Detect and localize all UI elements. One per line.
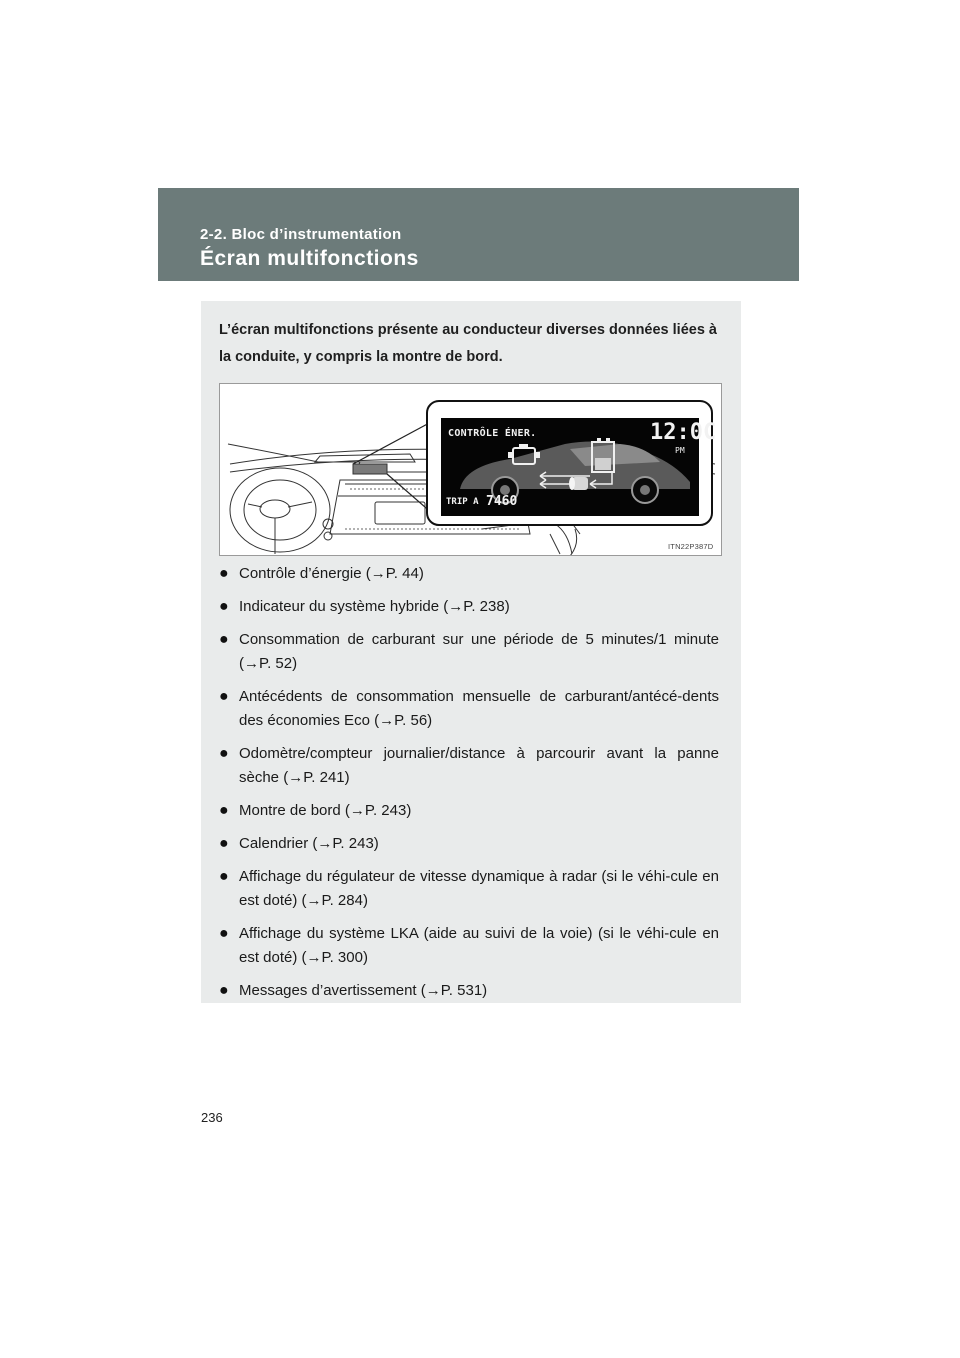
bullet-icon: ● xyxy=(219,982,229,999)
bullet-icon: ● xyxy=(219,925,229,942)
bullet-icon: ● xyxy=(219,688,229,705)
feature-list xyxy=(219,562,719,1012)
chapter-header xyxy=(158,188,799,281)
bullet-icon: ● xyxy=(219,565,229,582)
list-item-text: Calendrier (→P. 243) xyxy=(239,835,379,852)
section-label: 2-2. Bloc d’instrumentation xyxy=(200,226,402,243)
list-item-text: Contrôle d’énergie (→P. 44) xyxy=(239,565,424,582)
list-item xyxy=(219,628,719,676)
list-item xyxy=(219,685,719,733)
display-trip-label: TRIP A xyxy=(446,497,479,507)
page-title: Écran multifonctions xyxy=(200,247,419,270)
list-item-text: Odomètre/compteur journalier/distance à parcourir avant la panne sèche (→P. 241) xyxy=(239,745,719,786)
dashboard-illustration xyxy=(220,384,722,556)
bullet-icon: ● xyxy=(219,868,229,885)
page-number: 236 xyxy=(201,1110,223,1125)
bullet-icon: ● xyxy=(219,802,229,819)
list-item xyxy=(219,562,719,586)
display-title: CONTRÔLE ÉNER. xyxy=(448,428,537,439)
display-ampm: PM xyxy=(675,446,685,455)
list-item xyxy=(219,922,719,970)
dashboard-figure xyxy=(219,383,722,556)
list-item-text: Affichage du régulateur de vitesse dynamique à radar (si le véhi-cule en est doté) (→P. 284) xyxy=(239,868,719,909)
intro-text: L’écran multifonctions présente au conducteur diverses données liées à la conduite, y compris la montre de bord. xyxy=(219,322,717,365)
list-item xyxy=(219,595,719,619)
display-odometer: 7460 xyxy=(486,494,518,509)
list-item xyxy=(219,979,719,1003)
list-item-text: Consommation de carburant sur une période de 5 minutes/1 minute (→P. 52) xyxy=(239,631,719,672)
list-item xyxy=(219,742,719,790)
content-box xyxy=(201,301,741,1003)
bullet-icon: ● xyxy=(219,631,229,648)
bullet-icon: ● xyxy=(219,835,229,852)
list-item-text: Montre de bord (→P. 243) xyxy=(239,802,412,819)
bullet-icon: ● xyxy=(219,745,229,762)
list-item-text: Affichage du système LKA (aide au suivi de la voie) (si le véhi-cule en est doté) (→P. 300) xyxy=(239,925,719,966)
list-item xyxy=(219,832,719,856)
figure-code: ITN22P387D xyxy=(668,542,714,551)
list-item-text: Antécédents de consommation mensuelle de carburant/antécé-dents des économies Eco (→P. 56) xyxy=(239,688,719,729)
list-item xyxy=(219,799,719,823)
bullet-icon: ● xyxy=(219,598,229,615)
display-clock: 12:0C xyxy=(650,420,717,445)
list-item xyxy=(219,865,719,913)
list-item-text: Indicateur du système hybride (→P. 238) xyxy=(239,598,510,615)
list-item-text: Messages d’avertissement (→P. 531) xyxy=(239,982,488,999)
